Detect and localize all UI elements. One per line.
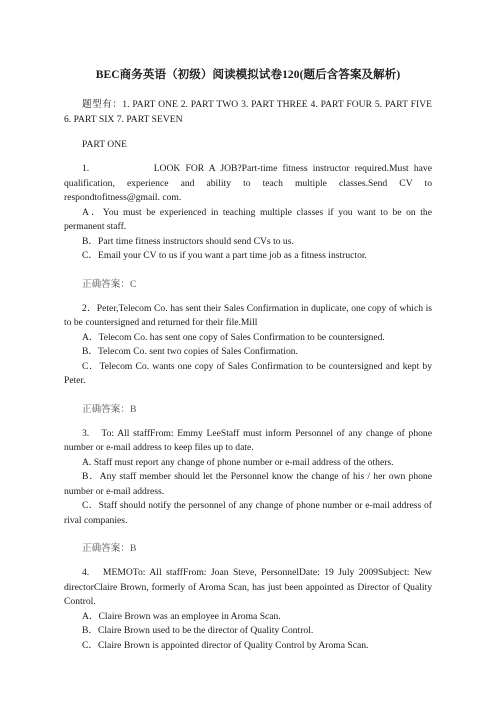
option-b: B．Claire Brown used to be the director of Quality Control. [82,625,314,636]
option-a: A．Telecom Co. has sent one copy of Sales Confirmation to be countersigned. [82,331,385,343]
option-b: B．Any staff member should let the Personnel know the change of his / her own phone number or e-mail address. [64,471,432,497]
option-a: A．Claire Brown was an employee in Aroma Scan. [82,610,281,622]
correct-answer: 正确答案：B [82,543,137,554]
document-title: BEC商务英语（初级）阅读模拟试卷120(题后含答案及解析) [95,69,401,81]
question-stem: 1. LOOK FOR A JOB?Part-time fitness instructor required.Must have qualification, experience and ability to teach multiple classes.Send CV to respondtofitness@gmail. com. [64,163,432,203]
option-c: C．Claire Brown is appointed director of Quality Control by Aroma Scan. [82,639,369,651]
option-b: B．Part time fitness instructors should send CVs to us. [82,235,294,247]
correct-answer: 正确答案：B [82,403,137,415]
correct-answer: 正确答案：C [82,278,137,290]
part-heading: PART ONE [82,139,128,150]
question-stem: 2．Peter,Telecom Co. has sent their Sales Confirmation in duplicate, one copy of which is to be countersigned and returned for their file.Mill [64,302,432,328]
question-stem: 4. MEMOTo: All staffFrom: Joan Steve, PersonnelDate: 19 July 2009Subject: New directorClaire Brown, formerly of Aroma Scan, has just been appointed as Director of Quality Control. [64,567,432,607]
option-a: A．You must be experienced in teaching multiple classes if you want to be on the permanent staff. [64,206,432,232]
question-3 [64,427,432,555]
option-a: A. Staff must report any change of phone number or e-mail address of the others. [82,456,394,468]
option-c: C．Telecom Co. wants one copy of Sales Confirmation to be countersigned and kept by Peter. [64,360,432,386]
question-types-intro: 题型有：1. PART ONE 2. PART TWO 3. PART THREE 4. PART FOUR 5. PART FIVE 6. PART SIX 7. PART SEVEN [64,99,432,125]
option-c: C．Staff should notify the personnel of any change of phone number or e-mail address of rival companies. [64,500,432,526]
question-2 [64,302,432,415]
question-1 [64,162,432,290]
question-4 [64,566,432,653]
option-c: C．Email your CV to us if you want a part time job as a fitness instructor. [82,250,367,261]
option-b: B．Telecom Co. sent two copies of Sales Confirmation. [82,346,298,357]
question-stem: 3. To: All staffFrom: Emmy LeeStaff must inform Personnel of any change of phone number or e-mail address to keep files up to date. [64,427,432,453]
